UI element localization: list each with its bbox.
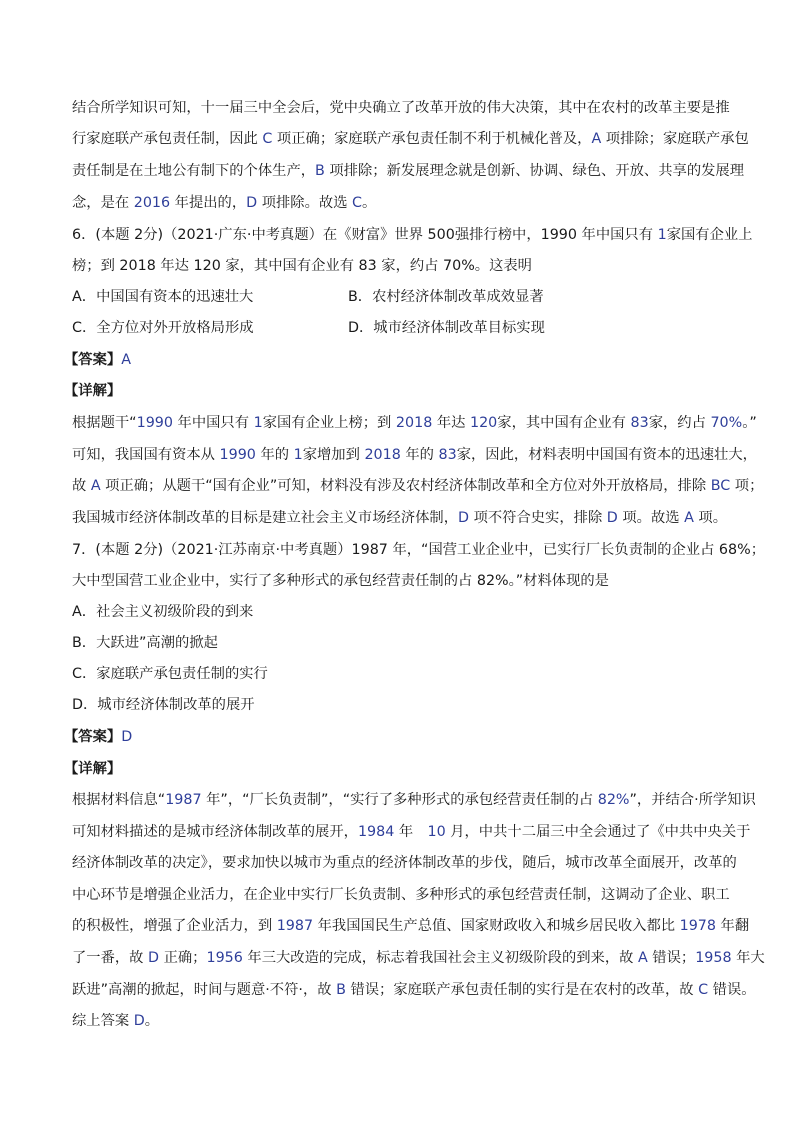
highlighted-run: 1987 <box>276 918 314 934</box>
highlighted-run: B <box>336 982 346 998</box>
q6-detail-line <box>72 476 764 496</box>
highlighted-run: 82% <box>597 792 630 808</box>
q7-detail-line <box>72 948 765 968</box>
explanation-line <box>72 98 730 118</box>
q6-option-c: C．全方位对外开放格局形成 <box>72 320 254 336</box>
q7-answer <box>64 727 716 747</box>
text-run: 错误； <box>647 950 696 966</box>
text-run: 中心环节是增强企业活力，在企业中实行厂长负责制、多种形式的承包经营责任制，这调动了企业、职工 <box>72 887 730 903</box>
q7-stem-line <box>72 571 724 591</box>
highlighted-run: 10 <box>427 824 446 840</box>
q6-stem-line <box>72 225 753 245</box>
highlighted-run: 83 <box>438 447 457 463</box>
highlighted-run: 2018 <box>364 447 401 463</box>
text-run: 经济体制改革的决定》，要求加快以城市为重点的经济体制改革的步伐，随后，城市改革全面展开，改革的 <box>72 855 737 871</box>
text-run: 年大 <box>731 950 765 966</box>
q6-detail-label: 【详解】 <box>64 383 122 399</box>
q7-detail-line <box>72 822 751 842</box>
text-run: 可知，我国国有资本从 <box>72 447 220 463</box>
q6-detail-line <box>72 508 728 528</box>
highlighted-run: 1990 <box>136 415 173 431</box>
explanation-line <box>72 129 749 149</box>
text-run: 行家庭联产承包责任制，因此 <box>72 131 263 147</box>
text-run: 根据题干“ <box>72 415 137 431</box>
highlighted-run: 120 <box>469 415 498 431</box>
q6-answer-value: A <box>121 352 131 368</box>
highlighted-run: 1 <box>657 227 667 243</box>
highlighted-run: 1990 <box>219 447 256 463</box>
text-run: 。” <box>742 415 757 431</box>
text-run: 我国城市经济体制改革的目标是建立社会主义市场经济体制， <box>72 510 459 526</box>
text-run: 年翻 <box>716 918 750 934</box>
q7-detail-label: 【详解】 <box>64 761 122 777</box>
text-run: 大中型国营工业企业中，实行了多种形式的承包经营责任制的占 82%。”材料体现的是 <box>72 573 609 589</box>
highlighted-run: 2018 <box>395 415 433 431</box>
text-run: 家国有企业上榜；到 <box>262 415 396 431</box>
text-run: 项排除；家庭联产承包 <box>601 131 749 147</box>
text-run: 年三大改造的完成，标志着我国社会主义初级阶段的到来，故 <box>242 950 638 966</box>
text-run: 项。故选 <box>617 510 685 526</box>
text-run: 6．(本题 2分)（2021·广东·中考真题）在《财富》世界 500强排行榜中，1990 年中国只有 <box>72 227 658 243</box>
text-run: 项不符合史实，排除 <box>469 510 607 526</box>
highlighted-run: 1958 <box>695 950 732 966</box>
highlighted-run: 1987 <box>165 792 202 808</box>
text-run: 故 <box>72 478 91 494</box>
highlighted-run: 83 <box>630 415 649 431</box>
highlighted-run: 1 <box>293 447 303 463</box>
q6-option-a: A．中国国有资本的迅速壮大 <box>72 289 254 305</box>
highlighted-run: C <box>698 982 709 998</box>
text-run: 。 <box>362 195 377 211</box>
q6-answer <box>64 350 716 370</box>
text-run: 年我国国民生产总值、国家财政收入和城乡居民收入都比 <box>313 918 680 934</box>
text-run: ”，并结合·所学知识 <box>629 792 756 808</box>
q6-detail-line <box>72 413 757 433</box>
text-run: 了一番，故 <box>72 950 149 966</box>
q7-detail-line <box>72 1011 724 1031</box>
explanation-line <box>72 193 724 213</box>
highlighted-run: D <box>133 1013 145 1029</box>
highlighted-run: 1984 <box>357 824 395 840</box>
q7-option-b: B．大跃进”高潮的掀起 <box>72 635 218 651</box>
text-run: 月，中共十二届三中全会通过了《中共中央关于 <box>445 824 751 840</box>
highlighted-run: D <box>148 950 160 966</box>
text-run: 家，约占 <box>648 415 711 431</box>
q7-stem-line <box>72 540 766 560</box>
text-run: 跃进”高潮的掀起，时间与题意·不符·，故 <box>72 982 337 998</box>
highlighted-run: 1 <box>253 415 263 431</box>
text-run: 念，是在 <box>72 195 134 211</box>
explanation-line <box>72 161 745 181</box>
highlighted-run: C <box>352 195 363 211</box>
text-run: 责任制是在土地公有制下的个体生产， <box>72 163 316 179</box>
text-run: 的积极性，增强了企业活力，到 <box>72 918 277 934</box>
highlighted-run: 70% <box>710 415 743 431</box>
text-run: 结合所学知识可知，十一届三中全会后，党中央确立了改革开放的伟大决策，其中在农村的改革主要是推 <box>72 100 730 116</box>
q6-option-b: B．农村经济体制改革成效显著 <box>348 289 544 305</box>
text-run: 可知材料描述的是城市经济体制改革的展开， <box>72 824 358 840</box>
text-run: 项； <box>730 478 764 494</box>
text-run: 错误。 <box>708 982 756 998</box>
highlighted-run: A <box>591 131 602 147</box>
text-run: 项排除；新发展理念就是创新、协调、绿色、开放、共享的发展理 <box>324 163 745 179</box>
q7-option-d: D．城市经济体制改革的展开 <box>72 697 255 713</box>
text-run: 项正确；家庭联产承包责任制不利于机械化普及， <box>272 131 592 147</box>
q7-detail-line <box>72 885 730 905</box>
text-run: 家，其中国有企业有 <box>497 415 631 431</box>
text-run: 榜；到 2018 年达 120 家，其中国有企业有 83 家，约占 70%。这表明 <box>72 258 532 274</box>
text-run: 项。 <box>693 510 728 526</box>
text-run: 项排除。故选 <box>257 195 353 211</box>
text-run: 综上答案 <box>72 1013 134 1029</box>
q6-detail-line <box>72 445 757 465</box>
text-run: 。 <box>144 1013 160 1029</box>
highlighted-run: 1956 <box>206 950 243 966</box>
highlighted-run: BC <box>710 478 731 494</box>
text-run: 家国有企业上 <box>666 227 753 243</box>
q7-detail-line <box>72 790 756 810</box>
text-run: 年的 <box>400 447 439 463</box>
q7-option-a: A．社会主义初级阶段的到来 <box>72 604 254 620</box>
q7-option-c: C．家庭联产承包责任制的实行 <box>72 666 268 682</box>
text-run: 错误；家庭联产承包责任制的实行是在农村的改革，故 <box>345 982 699 998</box>
highlighted-run: D <box>458 510 470 526</box>
text-run: 根据材料信息“ <box>72 792 166 808</box>
highlighted-run: 2016 <box>133 195 171 211</box>
highlighted-run: A <box>637 950 648 966</box>
text-run: 年”，“厂长负责制”，“实行了多种形式的承包经营责任制的占 <box>201 792 598 808</box>
q6-option-d: D．城市经济体制改革目标实现 <box>348 320 545 336</box>
text-run: 7．(本题 2分)（2021·江苏南京·中考真题）1987 年，“国营工业企业中，已实行厂长负责制的企业占 68%； <box>72 542 766 558</box>
highlighted-run: 1978 <box>679 918 716 934</box>
q7-detail-line <box>72 980 756 1000</box>
q7-answer-value: D <box>121 729 133 745</box>
text-run: 年中国只有 <box>173 415 254 431</box>
highlighted-run: D <box>246 195 258 211</box>
highlighted-run: C <box>262 131 273 147</box>
text-run: 年提出的， <box>170 195 247 211</box>
text-run: 年达 <box>432 415 470 431</box>
q6-answer-label: 【答案】 <box>64 352 122 368</box>
text-run: 年 <box>394 824 428 840</box>
q7-detail-line <box>72 916 750 936</box>
text-run: 正确； <box>159 950 207 966</box>
text-run: 家，因此，材料表明中国国有资本的迅速壮大， <box>456 447 757 463</box>
text-run: 项正确；从题干“国有企业”可知，材料没有涉及农村经济体制改革和全方位对外开放格局，排除 <box>100 478 711 494</box>
highlighted-run: A <box>684 510 694 526</box>
highlighted-run: A <box>90 478 101 494</box>
highlighted-run: B <box>315 163 325 179</box>
text-run: 年的 <box>255 447 294 463</box>
highlighted-run: D <box>606 510 618 526</box>
q7-answer-label: 【答案】 <box>64 729 122 745</box>
q6-stem-line <box>72 256 724 276</box>
text-run: 家增加到 <box>302 447 365 463</box>
q7-detail-line <box>72 853 737 873</box>
